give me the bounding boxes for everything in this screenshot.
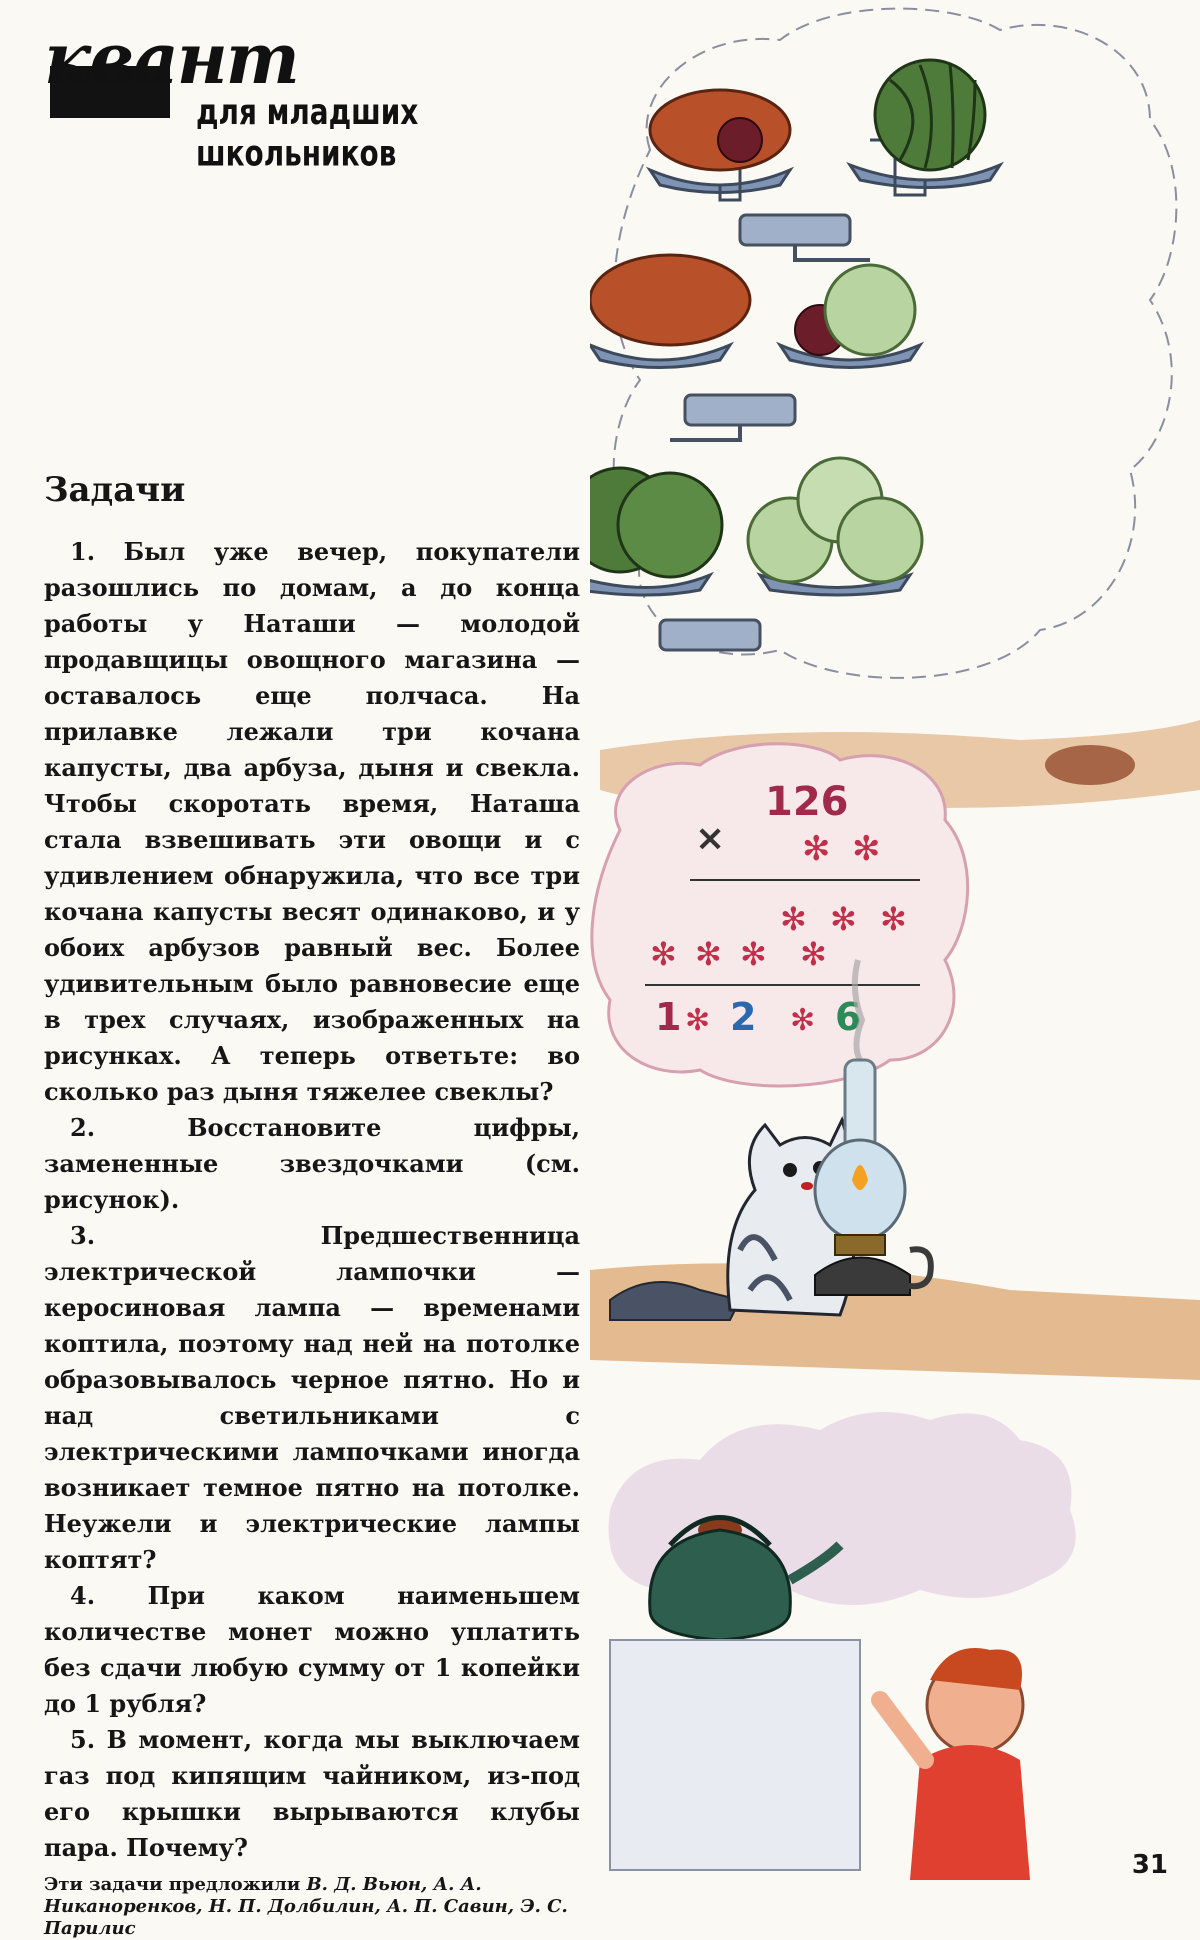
puzzle-result-digit-3: 6 <box>835 995 862 1039</box>
problems-column <box>44 470 580 1940</box>
illustration-svg <box>590 0 1200 1880</box>
puzzle-result-digit-1: 1 <box>655 995 682 1039</box>
problem-4: 4. При каком наименьшем количестве монет можно уплатить без сдачи любую сумму от 1 копейки до 1 рубля? <box>44 1581 580 1718</box>
problem-3: 3. Предшественница электрической лампочки — керосиновая лампа — временами коптила, поэтому над ней на потолке образовывалось черное пятно. Но и над светильниками с электрическими лампочками иногда возникает темное пятно на потолке. Неужели и электрические лампы коптят? <box>44 1221 580 1574</box>
melon-icon <box>590 255 750 345</box>
masthead <box>44 17 604 175</box>
problem-5: 5. В момент, когда мы выключаем газ под кипящим чайником, из-под его крышки вырываются клубы пара. Почему? <box>44 1725 580 1862</box>
cabbage-icon <box>825 265 915 355</box>
watermelon-icon <box>618 473 722 577</box>
problem-1: 1. Был уже вечер, покупатели разошлись по домам, а до конца работы у Наташи — молодой продавщицы овощного магазина — оставалось еще полчаса. На прилавке лежали три кочана капусты, два арбуза, дыня и свекла. Чтобы скоротать время, Наташа стала взвешивать эти овощи и с удивлением обнаружила, что все три кочана капусты весят одинаково, и у обоих арбузов равный вес. Более удивительным было равновесие еще в трех случаях, изображенных на рисунках. А теперь ответьте: во сколько раз дыня тяжелее свеклы? <box>44 537 580 1106</box>
credits <box>44 1874 580 1940</box>
svg-text:✻: ✻ <box>780 900 807 938</box>
svg-text:✻: ✻ <box>830 900 857 938</box>
svg-text:✻: ✻ <box>685 1003 711 1038</box>
credits-prefix: Эти задачи предложили <box>44 1874 301 1895</box>
scale-1 <box>650 60 1000 260</box>
svg-text:✻: ✻ <box>695 935 722 973</box>
section-heading: Задачи <box>44 470 186 510</box>
boy-icon <box>880 1648 1030 1880</box>
puzzle-times-sign: × <box>695 818 726 859</box>
illustration-column <box>590 0 1200 1880</box>
svg-text:✻: ✻ <box>802 829 831 869</box>
cabbage-icon <box>838 498 922 582</box>
problem-2: 2. Восстановите цифры, замененные звездочками (см. рисунок). <box>44 1113 580 1214</box>
puzzle-stars-row-2 <box>780 900 907 938</box>
svg-text:✻: ✻ <box>800 935 827 973</box>
soot-spot <box>1045 745 1135 785</box>
svg-text:✻: ✻ <box>880 900 907 938</box>
svg-text:✻: ✻ <box>852 829 881 869</box>
credits-names: В. Д. Вьюн, А. А. Никаноренков, Н. П. Долбилин, А. П. Савин, Э. С. Парилис <box>44 1874 568 1939</box>
svg-text:✻: ✻ <box>790 1003 816 1038</box>
scale-3 <box>590 458 922 650</box>
svg-text:✻: ✻ <box>740 935 767 973</box>
scale-2 <box>590 255 920 440</box>
puzzle-result-digit-2: 2 <box>730 995 757 1039</box>
page-number: 31 <box>1131 1850 1168 1880</box>
beet-icon <box>718 118 762 162</box>
magazine-logo: квант <box>44 17 298 100</box>
svg-text:✻: ✻ <box>650 935 677 973</box>
puzzle-top-number: 126 <box>765 779 849 825</box>
stove <box>610 1640 860 1870</box>
section-subtitle: для младших школьников <box>196 92 419 175</box>
